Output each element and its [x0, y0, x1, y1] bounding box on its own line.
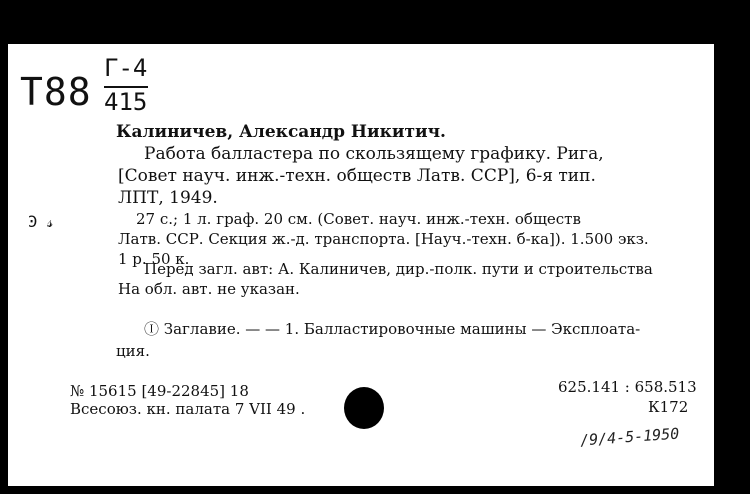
title-line-3: ЛПТ, 1949. [118, 188, 218, 208]
title-line-2: [Совет науч. инж.-техн. обществ Латв. ССР], 6-я тип. [118, 166, 596, 186]
note-line-2: На обл. авт. не указан. [118, 280, 300, 298]
shelfmark-bottom: 415 [104, 88, 148, 116]
collation-line-2: Латв. ССР. Секция ж.-д. транспорта. [Науч.-техн. б-ка]). 1.500 экз. [118, 230, 649, 248]
punch-hole [344, 387, 384, 429]
shelfmark-top: Г-4 [104, 54, 148, 82]
record-number: № 15615 [49-22845] 18 [70, 382, 249, 400]
handwritten-side-mark: Ͽ 𝓈 [28, 212, 54, 231]
udc-code: 625.141 : 658.513 [558, 378, 697, 396]
collation-line-1: 27 с.; 1 л. граф. 20 см. (Совет. науч. инж.-техн. обществ [136, 210, 581, 228]
book-chamber-stamp: Всесоюз. кн. палата 7 VII 49 . [70, 400, 306, 418]
tracing-line-2: ция. [116, 342, 150, 360]
shelfmark-main: Т88 [20, 70, 92, 114]
classification-code: К172 [648, 398, 689, 416]
note-line-1: Перед загл. авт: А. Калиничев, дир.-полк. пути и строительства [144, 260, 653, 278]
author-heading: Калиничев, Александр Никитич. [116, 122, 446, 142]
tracing-line-1: Ⓘ Заглавие. — — 1. Балластировочные машины — Эксплоата- [144, 320, 641, 338]
collation-line-3: 1 р. 50 к. [118, 250, 190, 268]
title-line-1: Работа балластера по скользящему графику. Рига, [144, 144, 604, 164]
catalog-card [8, 44, 714, 486]
handwritten-note: /9/4-5-1950 [579, 424, 680, 450]
